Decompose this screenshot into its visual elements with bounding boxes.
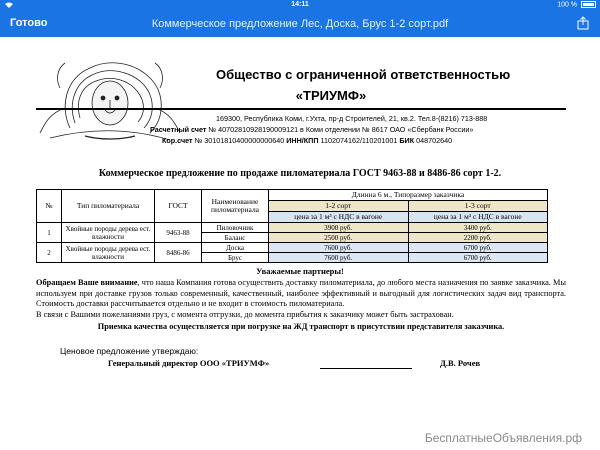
row-gost: 9463-88	[155, 223, 202, 243]
attention-paragraph	[36, 278, 566, 310]
approval-text: Ценовое предложение утверждаю:	[60, 346, 199, 356]
row-price-1: 3900 руб.	[269, 223, 409, 233]
row-price-2: 3400 руб.	[408, 223, 548, 233]
col-header-gost: ГОСТ	[155, 190, 202, 223]
row-price-1: 7600 руб.	[269, 253, 409, 263]
offer-title: Коммерческое предложение по продаже пиломатериала ГОСТ 9463-88 и 8486-86 сорт 1-2.	[98, 168, 502, 179]
grade-1-2: 1-2 сорт	[269, 201, 409, 212]
row-name: Брус	[202, 253, 269, 263]
row-price-1: 7600 руб.	[269, 243, 409, 253]
bik-label: БИК	[399, 136, 415, 145]
col-header-type: Тип пиломатериала	[62, 190, 155, 223]
signer-name: Д.В. Рочев	[440, 358, 481, 368]
share-icon[interactable]	[576, 16, 590, 30]
company-name-line2: «ТРИУМФ»	[295, 88, 367, 103]
row-name: Доска	[202, 243, 269, 253]
battery-icon	[581, 1, 596, 8]
attention-lead: Обращаем Ваше внимание	[36, 278, 138, 287]
header-divider	[36, 108, 566, 110]
status-time: 14:11	[291, 1, 309, 8]
row-price-2: 6700 руб.	[408, 253, 548, 263]
nav-bar	[0, 12, 600, 37]
price-label-1: цена за 1 м³ с НДС в вагоне	[269, 212, 409, 223]
bik-value: 048702640	[416, 136, 453, 145]
row-name: Баланс	[202, 233, 269, 243]
col-header-length: Длинна 6 м., Типоразмер заказчика	[269, 190, 548, 201]
account-line	[150, 125, 580, 134]
table-row	[37, 243, 548, 253]
price-label-2: цена за 1 м³ с НДС в вагоне	[408, 212, 548, 223]
battery-percent: 100 %	[557, 1, 578, 9]
row-name: Пиловочник	[202, 223, 269, 233]
account-label: Расчетный счет	[150, 125, 207, 134]
battery-status	[557, 1, 596, 8]
company-address: 169300, Республика Коми, г.Ухта, пр-д Строителей, 21, кв.2. Тел.8-(8216) 713-888	[216, 114, 488, 123]
row-no: 2	[37, 243, 62, 263]
director-title: Генеральный директор ООО «ТРИУМФ»	[108, 358, 270, 368]
acceptance-paragraph: Приемка качества осуществляется при погрузке на ЖД транспорт в присутствии представителя заказчика.	[97, 322, 505, 331]
insurance-paragraph: В связи с Вашими пожеланиями груз, с момента отгрузки, до момента прибытия к заказчику может быть застрахован.	[36, 310, 454, 319]
greeting: Уважаемые партнеры!	[256, 266, 344, 276]
col-header-no: №	[37, 190, 62, 223]
inn-label: ИНН/КПП	[286, 136, 319, 145]
document-title: Коммерческое предложение Лес, Доска, Брус 1-2 сорт.pdf	[151, 18, 449, 30]
site-watermark: БесплатныеОбъявления.рф	[424, 431, 582, 445]
grade-1-3: 1-3 сорт	[408, 201, 548, 212]
account-value: № 40702810928190009121 в Коми отделении № 8617 ОАО «Сбербанк России»	[208, 125, 474, 134]
row-price-1: 2500 руб.	[269, 233, 409, 243]
corr-account-line	[162, 136, 592, 145]
corr-label: Кор.счет	[162, 136, 193, 145]
row-price-2: 6700 руб.	[408, 243, 548, 253]
inn-value: 1102074162/110201001	[320, 136, 398, 145]
table-row	[37, 223, 548, 233]
corr-value: № 30101810400000000640	[194, 136, 285, 145]
done-button[interactable]: Готово	[10, 17, 48, 29]
row-gost: 8486-86	[155, 243, 202, 263]
price-table	[36, 189, 548, 263]
row-type: Хвойные породы дерева ест. влажности	[62, 243, 155, 263]
row-type: Хвойные породы дерева ест. влажности	[62, 223, 155, 243]
signature-line	[320, 368, 412, 369]
row-price-2: 2200 руб.	[408, 233, 548, 243]
attention-text: , что наша Компания готова осуществить доставку пиломатериала, до любого места назначения по заявке заказчика. Мы используем при доставке грузов только современный, качественный, наиболее эффективный и выгодный для логистических задач вид транспорта. Стоимость доставки рассчитывается отдельно и не входит в стоимость пиломатериала.	[36, 278, 566, 308]
status-bar	[0, 0, 600, 12]
company-name-line1: Общество с ограниченной ответственностью	[216, 67, 511, 82]
row-no: 1	[37, 223, 62, 243]
col-header-name: Наименование пиломатериала	[202, 190, 269, 223]
